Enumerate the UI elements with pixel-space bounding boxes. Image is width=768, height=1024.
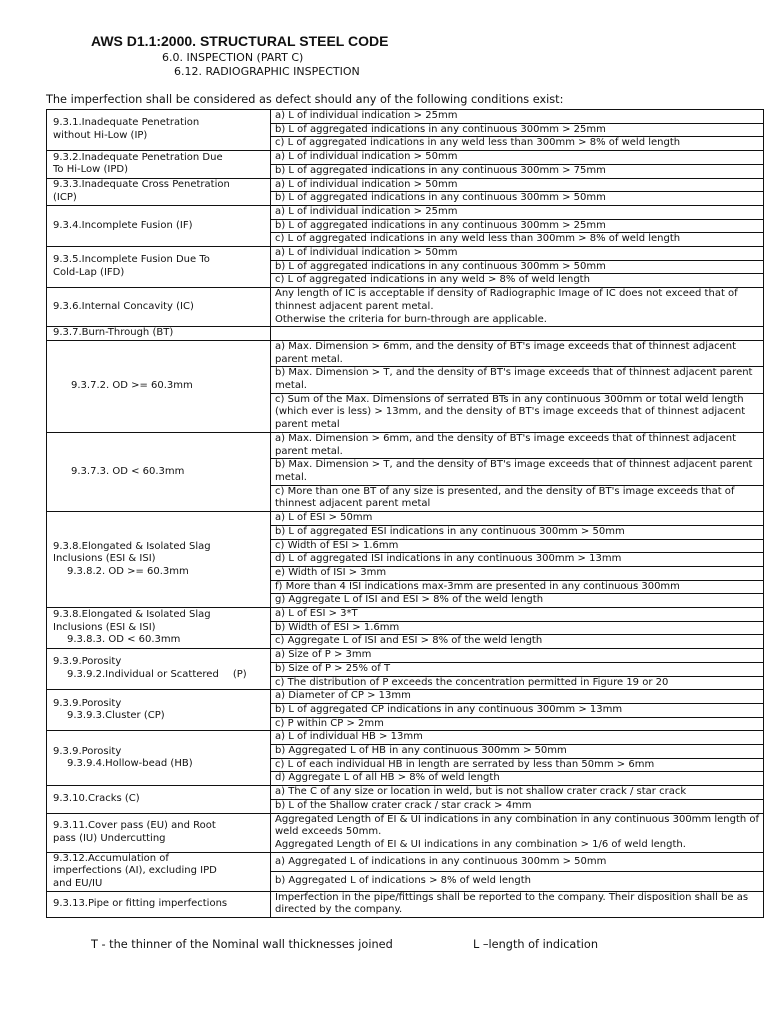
criterion-cell: a) L of ESI > 50mm	[271, 512, 764, 526]
category-label: 9.3.6.Internal Concavity (IC)	[53, 300, 194, 312]
criterion-cell: Imperfection in the pipe/fittings shall be reported to the company. Their disposition shall be as directed by the company.	[271, 891, 764, 917]
intro-text: The imperfection shall be considered as defect should any of the following conditions exist:	[46, 93, 564, 106]
category-label: 9.3.8.3. OD < 60.3mm	[67, 634, 181, 646]
imperfection-category-cell	[47, 690, 271, 731]
criterion-cell: a) L of individual HB > 13mm	[271, 731, 764, 745]
category-label: pass (IU) Undercutting	[53, 832, 166, 844]
table-row	[47, 327, 764, 341]
category-label: 9.3.3.Inadequate Cross Penetration	[53, 179, 230, 191]
table-row	[47, 731, 764, 745]
criterion-cell: a) L of individual indication > 50mm	[271, 178, 764, 192]
criterion-cell: c) More than one BT of any size is presented, and the density of BT's image exceeds that of thinnest adjacent parent metal	[271, 485, 764, 511]
category-label: 9.3.10.Cracks (C)	[53, 793, 140, 804]
category-label: 9.3.2.Inadequate Penetration Due	[53, 151, 223, 163]
category-label: 9.3.7.Burn-Through (BT)	[53, 327, 174, 339]
criterion-cell: a) Aggregated L of indications in any continuous 300mm > 50mm	[271, 852, 764, 872]
criterion-cell: a) Max. Dimension > 6mm, and the density of BT's image exceeds that of thinnest adjacent parent metal.	[271, 340, 764, 366]
category-label: 9.3.1.Inadequate Penetration	[53, 117, 200, 129]
table-row	[47, 205, 764, 219]
table-row	[47, 512, 764, 526]
category-label: 9.3.7.3. OD < 60.3mm	[71, 465, 185, 477]
criterion-cell: b) L of aggregated indications in any continuous 300mm > 75mm	[271, 164, 764, 178]
category-label: 9.3.8.Elongated & Isolated Slag	[53, 609, 211, 621]
criterion-cell	[271, 327, 764, 341]
criterion-cell: c) P within CP > 2mm	[271, 717, 764, 731]
criterion-cell: d) Aggregate L of all HB > 8% of weld length	[271, 772, 764, 786]
category-label: 9.3.9.4.Hollow-bead (HB)	[67, 758, 193, 770]
section-heading: 6.0. INSPECTION (PART C)	[162, 51, 304, 64]
document-title: AWS D1.1:2000. STRUCTURAL STEEL CODE	[91, 33, 389, 49]
category-label: 9.3.9.3.Cluster (CP)	[67, 710, 165, 722]
footnote-l-definition: L –length of indication	[473, 938, 598, 951]
acceptance-criteria-table-container	[46, 109, 764, 918]
table-row	[47, 690, 764, 704]
category-label: 9.3.12.Accumulation of	[53, 852, 169, 864]
imperfection-category-cell	[47, 288, 271, 327]
criterion-cell: b) L of aggregated indications in any continuous 300mm > 50mm	[271, 260, 764, 274]
criterion-cell: c) The distribution of P exceeds the concentration permitted in Figure 19 or 20	[271, 676, 764, 690]
criterion-cell: e) Width of ISI > 3mm	[271, 566, 764, 580]
table-row	[47, 852, 764, 872]
category-label: and EU/IU	[53, 878, 103, 890]
imperfection-category-cell	[47, 852, 271, 891]
criterion-cell: c) Aggregate L of ISI and ESI > 8% of the weld length	[271, 635, 764, 649]
table-row	[47, 608, 764, 622]
criterion-cell: a) Max. Dimension > 6mm, and the density of BT's image exceeds that of thinnest adjacent parent metal.	[271, 432, 764, 458]
criterion-cell: c) L of each individual HB in length are serrated by less than 50mm > 6mm	[271, 758, 764, 772]
category-label: To Hi-Low (IPD)	[53, 164, 128, 176]
table-row	[47, 340, 764, 366]
table-row	[47, 247, 764, 261]
imperfection-category-cell	[47, 432, 271, 511]
criterion-cell: b) Width of ESI > 1.6mm	[271, 621, 764, 635]
table-row	[47, 178, 764, 192]
acceptance-criteria-table	[46, 109, 764, 918]
category-label: imperfections (AI), excluding IPD	[53, 865, 217, 877]
footnote-t-definition: T - the thinner of the Nominal wall thicknesses joined	[91, 938, 393, 951]
criterion-cell: a) Diameter of CP > 13mm	[271, 690, 764, 704]
criterion-cell: b) L of aggregated indications in any continuous 300mm > 25mm	[271, 219, 764, 233]
category-label: 9.3.4.Incomplete Fusion (IF)	[53, 219, 193, 231]
category-label: 9.3.9.2.Individual or Scattered	[67, 669, 219, 681]
category-label: 9.3.8.2. OD >= 60.3mm	[67, 565, 189, 577]
imperfection-category-cell	[47, 340, 271, 432]
criterion-cell: a) Size of P > 3mm	[271, 649, 764, 663]
table-row	[47, 813, 764, 852]
criterion-cell: Aggregated Length of EI & UI indications in any combination in any continuous 300mm length of weld exceeds 50mm. Aggregated Length of EI & UI indications in any combination > 1/6 of weld length.	[271, 813, 764, 852]
imperfection-category-cell	[47, 731, 271, 786]
criterion-cell: b) Size of P > 25% of T	[271, 662, 764, 676]
criterion-cell: b) L of the Shallow crater crack / star crack > 4mm	[271, 799, 764, 813]
criterion-cell: a) L of individual indication > 50mm	[271, 151, 764, 165]
criterion-cell: d) L of aggregated ISI indications in any continuous 300mm > 13mm	[271, 553, 764, 567]
criterion-cell: b) L of aggregated indications in any continuous 300mm > 50mm	[271, 192, 764, 206]
category-label: Inclusions (ESI & ISI)	[53, 553, 156, 565]
imperfection-category-cell	[47, 178, 271, 205]
table-row	[47, 891, 764, 917]
category-label: 9.3.9.Porosity	[53, 697, 122, 709]
criterion-cell: b) L of aggregated indications in any continuous 300mm > 25mm	[271, 123, 764, 137]
criterion-cell: Any length of IC is acceptable if density of Radiographic Image of IC does not exceed that of thinnest adjacent parent metal. Otherwise the criteria for burn-through are applicable.	[271, 288, 764, 327]
criterion-cell: b) Aggregated L of HB in any continuous 300mm > 50mm	[271, 745, 764, 759]
criterion-cell: c) Sum of the Max. Dimensions of serrated BTs in any continuous 300mm or total weld length (which ever is less) > 13mm, and the density of BT's image exceeds that of thinnest adjacent parent metal	[271, 393, 764, 432]
table-row	[47, 110, 764, 124]
criterion-cell: c) L of aggregated indications in any weld less than 300mm > 8% of weld length	[271, 233, 764, 247]
criterion-cell: a) L of ESI > 3*T	[271, 608, 764, 622]
imperfection-category-cell	[47, 110, 271, 151]
category-label: (P)	[232, 669, 247, 681]
criterion-cell: a) L of individual indication > 25mm	[271, 205, 764, 219]
criterion-cell: c) Width of ESI > 1.6mm	[271, 539, 764, 553]
category-label: (ICP)	[53, 191, 77, 203]
category-label: 9.3.11.Cover pass (EU) and Root	[53, 819, 216, 831]
imperfection-category-cell	[47, 608, 271, 649]
criterion-cell: a) L of individual indication > 50mm	[271, 247, 764, 261]
table-row	[47, 151, 764, 165]
category-label: 9.3.8.Elongated & Isolated Slag	[53, 540, 211, 552]
criterion-cell: c) L of aggregated indications in any weld less than 300mm > 8% of weld length	[271, 137, 764, 151]
criterion-cell: b) L of aggregated CP indications in any continuous 300mm > 13mm	[271, 703, 764, 717]
table-row	[47, 288, 764, 327]
criterion-cell: f) More than 4 ISI indications max-3mm are presented in any continuous 300mm	[271, 580, 764, 594]
subsection-heading: 6.12. RADIOGRAPHIC INSPECTION	[174, 65, 360, 78]
imperfection-category-cell	[47, 205, 271, 246]
table-row	[47, 786, 764, 800]
criterion-cell: c) L of aggregated indications in any weld > 8% of weld length	[271, 274, 764, 288]
criterion-cell: a) L of individual indication > 25mm	[271, 110, 764, 124]
category-label: 9.3.5.Incomplete Fusion Due To	[53, 254, 210, 266]
imperfection-category-cell	[47, 512, 271, 608]
category-label: without Hi-Low (IP)	[53, 130, 148, 142]
imperfection-category-cell	[47, 327, 271, 341]
category-label: Inclusions (ESI & ISI)	[53, 621, 156, 633]
table-row	[47, 649, 764, 663]
imperfection-category-cell	[47, 649, 271, 690]
category-label: 9.3.9.Porosity	[53, 656, 122, 668]
criterion-cell: b) Aggregated L of indications > 8% of weld length	[271, 872, 764, 892]
imperfection-category-cell	[47, 247, 271, 288]
table-row	[47, 432, 764, 458]
criterion-cell: b) Max. Dimension > T, and the density of BT's image exceeds that of thinnest adjacent parent metal.	[271, 367, 764, 393]
category-label: 9.3.9.Porosity	[53, 745, 122, 757]
imperfection-category-cell	[47, 891, 271, 917]
category-label: 9.3.7.2. OD >= 60.3mm	[71, 380, 193, 392]
criterion-cell: b) Max. Dimension > T, and the density of BT's image exceeds that of thinnest adjacent parent metal.	[271, 459, 764, 485]
imperfection-category-cell	[47, 786, 271, 813]
criterion-cell: a) The C of any size or location in weld, but is not shallow crater crack / star crack	[271, 786, 764, 800]
criterion-cell: g) Aggregate L of ISI and ESI > 8% of the weld length	[271, 594, 764, 608]
imperfection-category-cell	[47, 813, 271, 852]
criterion-cell: b) L of aggregated ESI indications in any continuous 300mm > 50mm	[271, 525, 764, 539]
imperfection-category-cell	[47, 151, 271, 178]
category-label: 9.3.13.Pipe or fitting imperfections	[53, 898, 228, 910]
category-label: Cold-Lap (IFD)	[53, 267, 125, 279]
